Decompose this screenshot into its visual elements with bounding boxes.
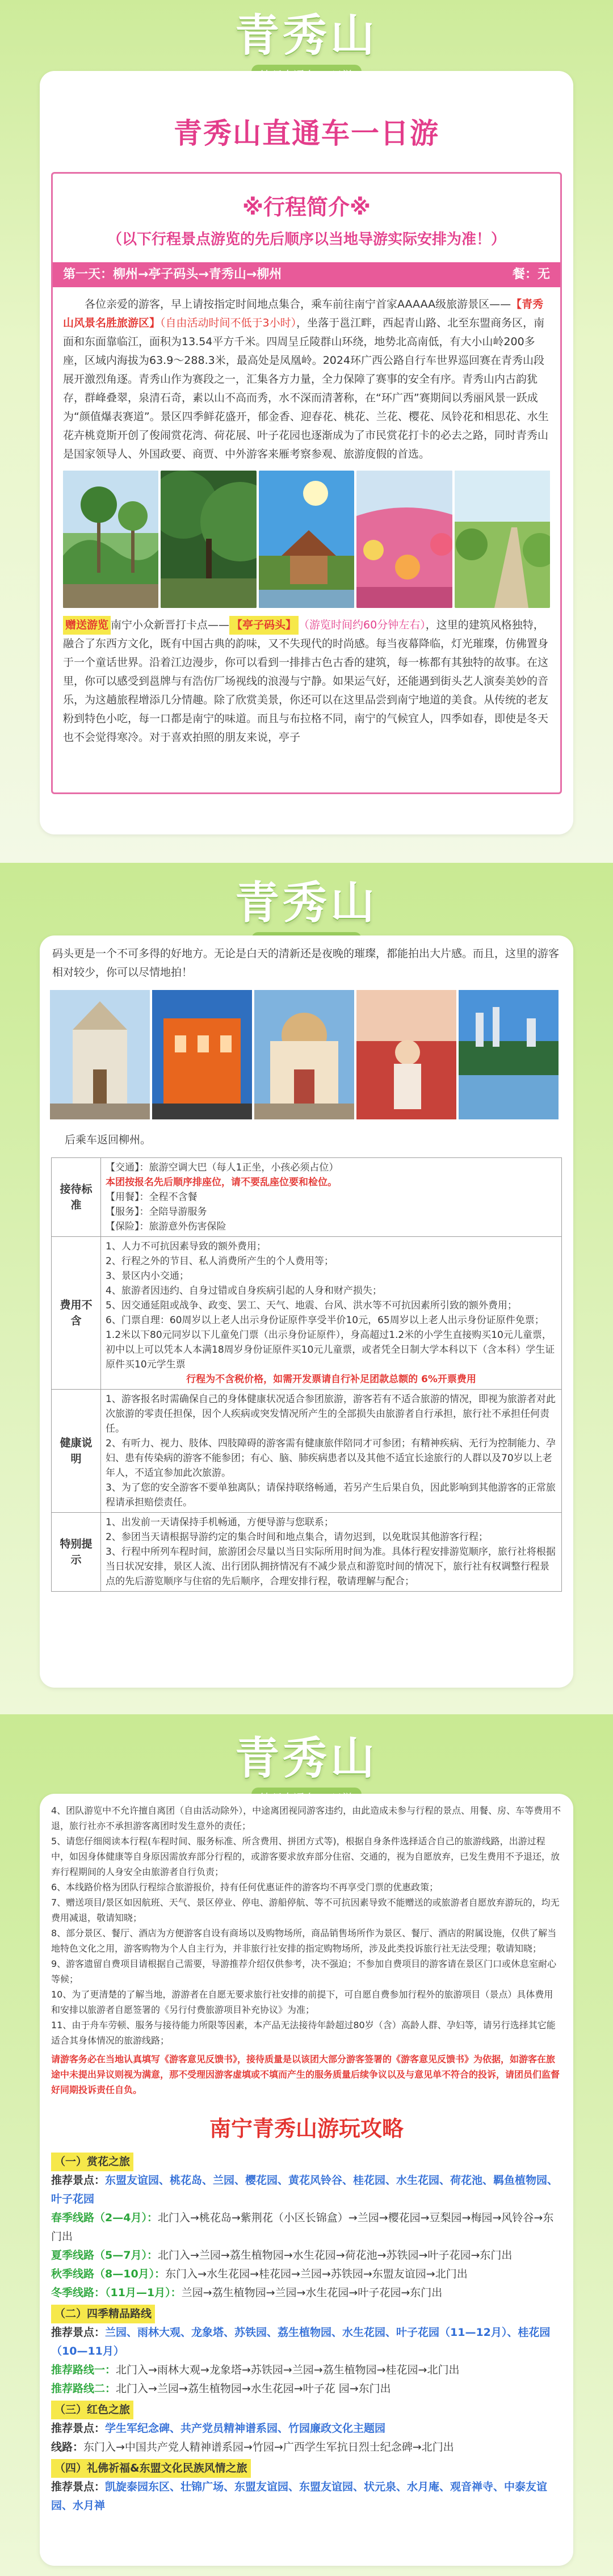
- line-key: 冬季线路：（11月—1月）：: [51, 2286, 182, 2299]
- health-content: [101, 1390, 562, 1513]
- section-seasons: [40, 2302, 573, 2398]
- health-line: 2、有听力、视力、肢体、四肢障碍的游客需有健康旅伴陪同才可参团；有精神疾病、无行为控制能力、孕妇、患有传染病的游客不能参团；有心、脑、肺疾病患者以及其他不适宜长途旅行的人群以及70岁以上老年人，不适宜参加此次旅游。: [106, 1438, 556, 1479]
- section-line: [51, 2380, 562, 2398]
- itinerary-card: [40, 71, 573, 834]
- page-title: 青秀山直通车一日游: [174, 117, 439, 150]
- section-flowers: [40, 2150, 573, 2302]
- line-key: 秋季线路（8—10月）：: [51, 2268, 166, 2280]
- pier-name: 【亭子码头】: [229, 616, 299, 635]
- day-label: 第一天：柳州→亭子码头→青秀山→柳州: [63, 267, 282, 282]
- fees-content: [101, 1237, 562, 1390]
- section-line: [51, 2478, 562, 2515]
- strategy-title: 南宁青秀山游玩攻略: [209, 2116, 404, 2141]
- tips-list: [51, 1803, 562, 2097]
- section-line: [51, 2284, 562, 2302]
- line-value: 北门入→桃花岛→紫荆花（小区长锦盒）→兰园→樱花园→豆梨园→梅园→风铃谷→东门出: [51, 2212, 554, 2243]
- tip-line: 4、团队游览中不允许擅自离团（自由活动除外），中途离团视同游客违约，由此造成未参与行程的景点、用餐、房、车等费用不退，旅行社亦不承担游客离团时发生意外的责任；: [51, 1805, 561, 1831]
- section-line: [51, 2419, 562, 2438]
- line-key: 推荐景点：: [51, 2481, 106, 2493]
- line-value: 兰园、雨林大观、龙象塔、苏铁园、荔生植物园、水生花园、叶子花园（11—12月）、桂花园（10—11月）: [51, 2326, 551, 2357]
- section-line: [51, 2323, 562, 2361]
- logo-text: 青秀山: [234, 10, 378, 61]
- itinerary-heading: ※行程简介※: [242, 195, 371, 220]
- fee-line: 6、门票自理：60周岁以上老人出示身份证原件享受半价10元，65周岁以上老人出示身份证原件免票；1.2米以下80元同岁以下儿童免门票（出示身份证原件），身高超过1.2米的小学生直接购买10元儿童票，初中以上可以凭本人本满18周岁身份证原件买10元儿童票，或者凭全日制大学本科以下（含本科）学生证原件买10元学生票: [106, 1315, 555, 1370]
- continued-paragraph: 码头更是一个不可多得的好地方。无论是白天的清新还是夜晚的璀璨，都能拍出大片感。而且，这里的游客相对较少，你可以尽情地拍！: [52, 947, 560, 979]
- special-line: 1、出发前一天请保持手机畅通，方便导游与您联系；: [106, 1517, 334, 1528]
- special-content: [101, 1513, 562, 1592]
- photo-strip-1: [53, 464, 560, 608]
- return-note: 后乘车返回柳州。: [65, 1134, 152, 1146]
- pier-paragraph: [53, 616, 560, 747]
- special-line: 2、参团当天请根据导游约定的集合时间和地点集合，请勿迟到，以免耽误其他游客行程；: [106, 1532, 488, 1543]
- line-value: 凯旋泰园东区、壮锦广场、东盟友谊园、东盟友谊园、状元泉、水月庵、观音禅寺、中泰友谊园、水月禅: [51, 2481, 548, 2512]
- section-line: [51, 2171, 562, 2209]
- itinerary-box: [51, 172, 562, 794]
- photo-orange-building: [152, 990, 252, 1119]
- photo-palm-garden: [63, 471, 158, 608]
- section-red-tour: [40, 2398, 573, 2457]
- logo-text: 青秀山: [234, 878, 378, 929]
- section-heading: （二）四季精品路线: [51, 2305, 155, 2323]
- photo-garden-path: [455, 471, 550, 608]
- reception-line: 【保险】：旅游意外伤害保险: [106, 1221, 226, 1232]
- health-label: 健康说明: [52, 1390, 101, 1513]
- section-line: [51, 2246, 562, 2265]
- photo-church: [50, 990, 150, 1119]
- fee-warning: 行程为不含税价格，如需开发票请自行补足团款总额的 6%开票费用: [186, 1374, 476, 1385]
- table-row-reception: [52, 1158, 562, 1237]
- intro-paragraph: [53, 295, 560, 464]
- photo-flowers: [356, 471, 452, 608]
- photo-forest: [161, 471, 256, 608]
- fees-label: 费用不含: [52, 1237, 101, 1390]
- reception-line: 本团按报名先后顺序排座位，请不要乱座位要和检位。: [106, 1177, 337, 1188]
- meal-label: 餐：无: [512, 267, 550, 282]
- line-key: 线路：: [51, 2441, 84, 2453]
- line-value: 兰园→荔生植物园→兰园→水生花园→叶子花园→东门出: [181, 2286, 443, 2299]
- reception-line: 【服务】：全陪导游服务: [106, 1206, 207, 1218]
- tip-line: 9、游客遗留自费项目请根据自己需要，导游推荐介绍仅供参考，决不强迫；不参加自费项目的游客请在景区门口或休息室耐心等候；: [51, 1958, 557, 1985]
- fee-line: 1、人力不可抗因素导致的额外费用；: [106, 1241, 266, 1252]
- section-line: [51, 2209, 562, 2246]
- fee-line: 2、行程之外的节目、私人消费所产生的个人费用等；: [106, 1256, 334, 1267]
- tip-line: 10、为了更清楚的了解当地，游游者在自愿无要求旅行社安排的前提下，可自愿自费参加行程外的旅游项目（景点）具体费用和安排以旅游者自愿签署的《另行付费旅游项目补充协议》为准；: [51, 1989, 553, 2015]
- photo-domed-hall: [254, 990, 354, 1119]
- section-line: [51, 2438, 562, 2457]
- tip-line: 6、本线路价格为团队行程综合旅游报价，持有任何优惠证件的游客均不再享受门票的优惠政策；: [51, 1882, 439, 1893]
- park-time: （自由活动时间不低于3小时）: [160, 317, 297, 329]
- info-table: [51, 1157, 562, 1592]
- tips-card: [40, 1794, 573, 2566]
- section-culture: [40, 2457, 573, 2515]
- reception-line: 【用餐】：全程不含餐: [106, 1191, 198, 1203]
- line-key: 推荐景点：: [51, 2174, 106, 2187]
- tip-line: 7、赠送项目/景区如因航班、天气、景区停业、停电、游船停航、等不可抗因素导致不能赠送的或旅游者自愿放弃游玩的，均无费用减退，敬请知晓；: [51, 1897, 560, 1923]
- line-value: 东盟友谊园、桃花岛、兰园、樱花园、黄花风铃谷、桂花园、水生花园、荷花池、羁鱼植物园、叶子花园: [51, 2174, 559, 2205]
- tip-line: 8、部分景区、餐厅、酒店为方便游客自设有商场以及购物场所，商品销售场所作为景区、餐厅、酒店的附属设施，仅供了解当地特色文化之用，游客购物为个人自主行为，并非旅行社安排的指定购物场所，涉及此类投诉旅行社无法受理；敬请知晓；: [51, 1928, 557, 1954]
- table-row-special: [52, 1513, 562, 1592]
- special-label: 特别提示: [52, 1513, 101, 1592]
- table-row-fees: [52, 1237, 562, 1390]
- section-line: [51, 2361, 562, 2380]
- line-key: 推荐景点：: [51, 2326, 106, 2339]
- section-heading: （一）赏花之旅: [51, 2153, 133, 2171]
- details-card: [40, 935, 573, 1688]
- line-key: 推荐路线二：: [51, 2382, 116, 2395]
- intro-text: 各位亲爱的游客，早上请按指定时间地点集合，乘车前往南宁首家AAAAA级旅游景区——: [85, 298, 511, 311]
- line-key: 夏季线路（5—7月）：: [51, 2249, 158, 2262]
- fee-line: 5、因交通延阻或战争、政变、罢工、天气、地震、台风、洪水等不可抗因素所引致的额外费用；: [106, 1300, 517, 1311]
- reception-label: 接待标准: [52, 1158, 101, 1237]
- reception-line: 【交通】：旅游空调大巴（每人1正坐，小孩必须占位）: [106, 1162, 339, 1173]
- tip-line: 5、请您仔细阅读本行程(车程时间、服务标准、所含费用、拼团方式等)，根据自身条件选择适合自己的旅游线路，出游过程中，如因身体健康等自身原因需放弃部分行程的，或游客要求放弃部分住宿、交通的，视为自愿放弃，已发生费用不予退还，放弃行程期间的人身安全由旅游者自行负责；: [51, 1836, 560, 1877]
- line-value: 北门入→兰园→荔生植物园→水生花园→荷花池→苏铁园→叶子花园→东门出: [157, 2249, 513, 2262]
- photo-pavilion: [259, 471, 354, 608]
- tip-line: 11、由于舟车劳顿、服务与接待能力所限等因素，本产品无法接待年龄超过80岁（含）高龄人群、孕妇等，请另行选择其它能适合其身体情况的旅游线路；: [51, 2020, 556, 2046]
- line-key: 推荐景点：: [51, 2422, 106, 2435]
- feedback-notice: 请游客务必在当地认真填写《游客意见反馈书》，接待质量是以该团大部分游客签署的《游客意见反馈书》为依据，如游客在旅途中未提出异议则视为满意，那不受理因游客虚填或不填而产生的服务质量后续争议以及与意见单不符合的投诉，请团员们监督好同期投诉责任自负。: [51, 2054, 560, 2095]
- line-value: 北门入→雨林大观→龙象塔→苏铁园→兰园→荔生植物园→桂花园→北门出: [116, 2364, 460, 2376]
- reception-content: [101, 1158, 562, 1237]
- photo-visitor-night: [356, 990, 456, 1119]
- park-description: ，坐落于邕江畔，西起青山路、北至东盟商务区，南面和东面靠临江，面积为13.54平方千米。四周呈丘陵群山环绕，地势北高南低，有大小山岭200多座，区域内海拔为63.9～288.3米，最高处是凤凰岭。2024环广西公路自行车世界巡回赛在青秀山段展开激烈角逐。青秀山作为赛段之一，汇集各方力量，全力保障了赛事的安全有序。青秀山内古韵犹存，群峰叠翠，泉清石奇，素以山不高而秀，水不深而清著称，在“环广西”赛期间以秀丽风景一跃成为“颜值爆表赛道”。景区四季鲜花盛开，郁金香、迎春花、桃花、兰花、樱花、凤铃花和相思花、水生花卉桃竟斯开创了俊闹赏花湾、荷花展、叶子花园也逐渐成为了市民赏花打卡的必去之路，同时青秀山是国家领导人、外国政要、商贾、中外游客来雁考察参观、旅游度假的首选。: [63, 317, 549, 460]
- health-line: 3、为了您的安全游客不要单独离队；请保持联络畅通，若另产生后果自负，因此影响到其他游客的正常旅程请承担赔偿责任。: [106, 1482, 556, 1508]
- gift-badge: 赠送游览: [63, 616, 111, 635]
- line-key: 推荐路线一：: [51, 2364, 116, 2376]
- line-value: 学生军纪念碑、共产党员精神谱系园、竹园廉政文化主题园: [105, 2422, 386, 2435]
- special-line: 3、行程中所列车程时间，旅游团会尽量以当日实际所用时间为准。具体行程安排游览顺序，旅行社将根据当日状况安排，景区人流、出行团队拥挤情况有不减少景点和游览时间的情况下，旅行社有权调整行程景点的先后游览顺序与住宿的先后顺序，合理安排行程，敬请理解与配合；: [106, 1546, 556, 1587]
- day-bar: [53, 262, 560, 287]
- section-line: [51, 2265, 562, 2284]
- table-row-health: [52, 1390, 562, 1513]
- section-heading: （四）礼佛祈福&东盟文化民族风情之旅: [51, 2459, 251, 2478]
- line-value: 东门入→水生花园→桂花园→兰园→苏铁园→东盟友谊园→北门出: [165, 2268, 468, 2280]
- itinerary-note: （以下行程景点游览的先后顺序以当地导游实际安排为准！）: [107, 231, 506, 248]
- gift-intro: 南宁小众新晋打卡点——: [111, 619, 230, 631]
- photo-lake-view: [459, 990, 559, 1119]
- line-value: 东门入→中国共产党人精神谱系园→竹园→广西学生军抗日烈士纪念碑→北门出: [83, 2441, 454, 2453]
- logo-text: 青秀山: [234, 1733, 378, 1784]
- pier-time: （游览时间约60分钟左右）: [299, 619, 426, 631]
- fee-line: 3、景区内小交通；: [106, 1270, 189, 1282]
- line-value: 北门入→兰园→荔生植物园→水生花园→叶子花 园→东门出: [116, 2382, 391, 2395]
- pier-description: ，这里的建筑风格独特，融合了东西方文化，既有中国古典的韵味，又不失现代的时尚感。每当夜幕降临，灯光璀璨，仿佛置身于一个童话世界。沿着江边漫步，你可以看到一排排古色古香的建筑，每一栋都有其独特的故事。在这里，你可以感受到邕牌与有浩仿厂场视线的浪漫与宁静。如果运气好，还能遇到街头艺人演奏美妙的音乐，为这趟旅程增添几分情趣。除了欣赏美景，你还可以在这里品尝到南宁地道的美食。从传统的老友粉到特色小吃，每一口都是南宁的味道。而且与布拉格不同，南宁的气候宜人，四季如春，即使是冬天也不会觉得寒冷。对于喜欢拍照的朋友来说，亭子: [63, 619, 549, 744]
- photo-strip-2: [40, 982, 573, 1119]
- health-line: 1、游客报名时需确保自己的身体健康状况适合参团旅游，游客若有不适合旅游的情况，即视为旅游者对此次旅游的零责任担保，因个人疾病或突发情况所产生的全部损失由旅游者自行承担，旅行社不承担任何责任。: [106, 1394, 556, 1434]
- section-heading: （三）红色之旅: [51, 2401, 133, 2419]
- line-key: 春季线路（2—4月）：: [51, 2212, 158, 2224]
- fee-line: 4、旅游者因违约、自身过错或自身疾病引起的人身和财产损失；: [106, 1285, 382, 1297]
- park-name: 【青秀山风景名胜旅游区】: [63, 298, 544, 329]
